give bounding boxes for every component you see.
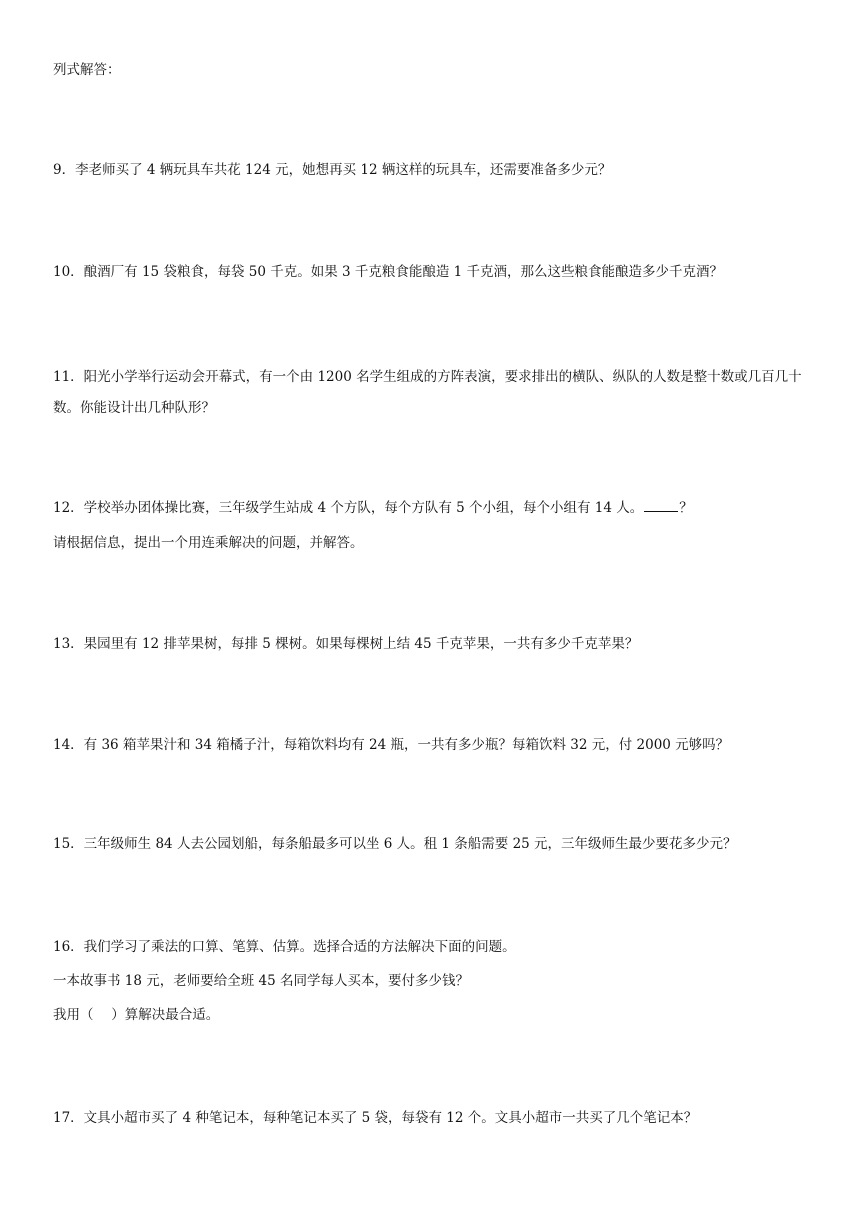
question-16: 16．我们学习了乘法的口算、笔算、估算。选择合适的方法解决下面的问题。 (53, 939, 516, 955)
answer-blank[interactable] (644, 497, 678, 512)
question-14: 14．有 36 箱苹果汁和 34 箱橘子汁，每箱饮料均有 24 瓶，一共有多少瓶？每箱饮料 32 元，付 2000 元够吗？ (53, 737, 730, 753)
question-9: 9．李老师买了 4 辆玩具车共花 124 元，她想再买 12 辆这样的玩具车，还需要准备多少元？ (53, 162, 612, 178)
question-12-instruction: 请根据信息，提出一个用连乘解决的问题，并解答。 (53, 535, 364, 551)
question-12 (53, 497, 820, 518)
question-10: 10．酿酒厂有 15 袋粮食，每袋 50 千克。如果 3 千克粮食能酿造 1 千克酒，那么这些粮食能酿造多少千克酒？ (53, 264, 724, 280)
question-17: 17．文具小超市买了 4 种笔记本，每种笔记本买了 5 袋，每袋有 12 个。文具小超市一共买了几个笔记本？ (53, 1110, 698, 1126)
question-12-end: ？ (679, 500, 693, 516)
question-15: 15．三年级师生 84 人去公园划船，每条船最多可以坐 6 人。租 1 条船需要 25 元，三年级师生最少要花多少元？ (53, 836, 737, 852)
question-12-text: 12．学校举办团体操比赛，三年级学生站成 4 个方队，每个方队有 5 个小组，每个小组有 14 人。 (53, 500, 644, 516)
question-16-problem: 一本故事书 18 元，老师要给全班 45 名同学每人买本，要付多少钱？ (53, 973, 470, 989)
question-11: 11．阳光小学举行运动会开幕式，有一个由 1200 名学生组成的方阵表演，要求排出的横队、纵队的人数是整十数或几百几十数。你能设计出几种队形？ (53, 369, 802, 416)
intro-label: 列式解答： (53, 62, 121, 78)
question-16-fill: 我用（ ）算解决最合适。 (53, 1007, 220, 1023)
question-13: 13．果园里有 12 排苹果树，每排 5 棵树。如果每棵树上结 45 千克苹果，一共有多少千克苹果？ (53, 636, 639, 652)
